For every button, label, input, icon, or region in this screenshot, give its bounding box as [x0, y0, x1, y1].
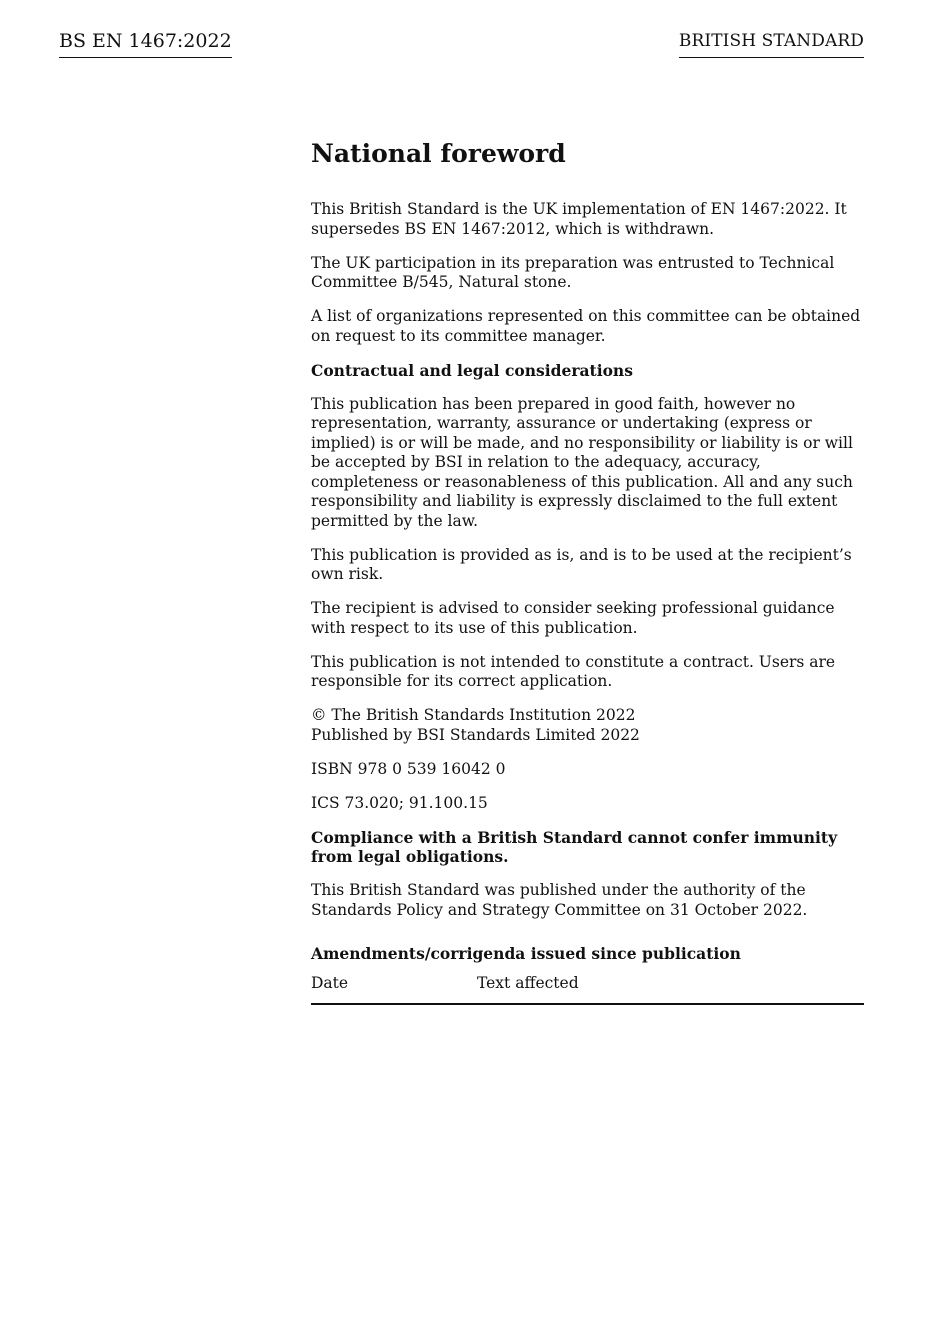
amendments-column-text-affected: Text affected [477, 973, 579, 992]
document-type: BRITISH STANDARD [679, 30, 864, 58]
national-foreword [311, 138, 864, 1005]
disclaimer-paragraph: This publication has been prepared in good faith, however no representation, warranty, assurance or undertaking (express or implied) is or will be made, and no responsibility or liability is or will be accepted by BSI in relation to the adequacy, accuracy, completeness or reasonableness of this publication. All and any such responsibility and liability is expressly disclaimed to the full extent permitted by the law. [311, 394, 853, 530]
ics-codes: ICS 73.020; 91.100.15 [311, 793, 488, 812]
guidance-paragraph: The recipient is advised to consider seeking professional guidance with respect to its use of this publication. [311, 599, 835, 637]
authority-paragraph: This British Standard was published under the authority of the Standards Policy and Strategy Committee on 31 October 2022. [311, 881, 808, 919]
contractual-heading: Contractual and legal considerations [311, 360, 633, 380]
publisher-line: Published by BSI Standards Limited 2022 [311, 725, 640, 744]
committee-paragraph: The UK participation in its preparation was entrusted to Technical Committee B/545, Natural stone. [311, 253, 835, 291]
risk-paragraph: This publication is provided as is, and is to be used at the recipient’s own risk. [311, 545, 852, 583]
organizations-paragraph: A list of organizations represented on this committee can be obtained on request to its committee manager. [311, 307, 861, 345]
document-number: BS EN 1467:2022 [59, 30, 232, 58]
amendments-heading: Amendments/corrigenda issued since publication [311, 944, 741, 963]
page-title: National foreword [311, 139, 566, 168]
compliance-statement: Compliance with a British Standard cannot confer immunity from legal obligations. [311, 827, 838, 866]
copyright-line: © The British Standards Institution 2022 [311, 706, 636, 724]
isbn: ISBN 978 0 539 16042 0 [311, 759, 506, 778]
amendments-table [311, 974, 864, 1006]
implementation-paragraph: This British Standard is the UK implementation of EN 1467:2022. It supersedes BS EN 1467:2012, which is withdrawn. [311, 200, 847, 238]
amendments-column-date: Date [311, 973, 349, 992]
contract-paragraph: This publication is not intended to constitute a contract. Users are responsible for its correct application. [311, 652, 836, 690]
copyright-block [311, 706, 864, 745]
